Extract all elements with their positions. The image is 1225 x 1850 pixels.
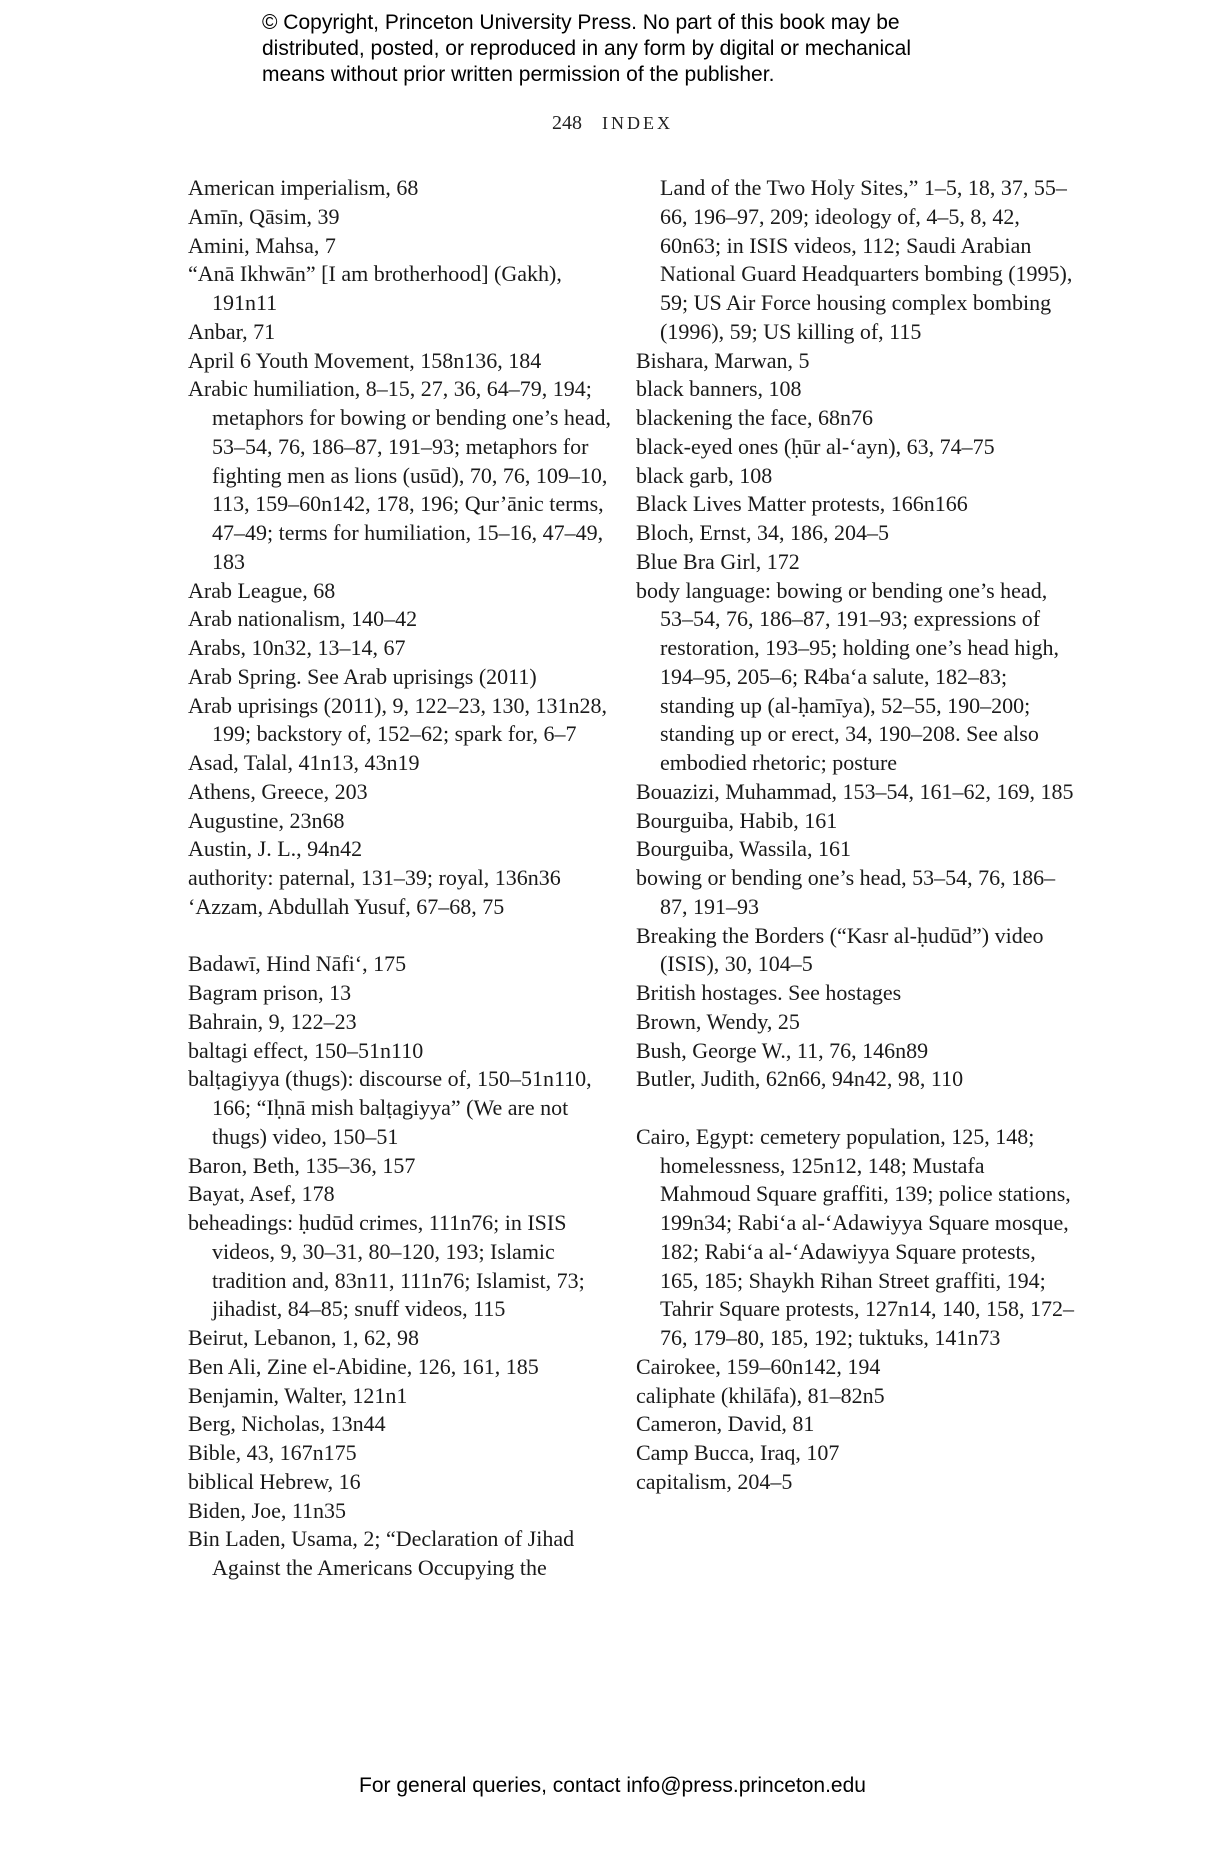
index-entry: Arab Spring. See Arab uprisings (2011) xyxy=(188,663,537,689)
index-entry: body language: bowing or bending one’s head, 53–54, 76, 186–87, 191–93; expressions of restoration, 193–95; holding one’s head high, 194–95, 205–6; R4ba‘a salute, 182–83; standing up (al-ḥamīya), 52–55, 190–200; standing up or erect, 34, 190–208. See also embodied rhetoric; posture xyxy=(636,577,1059,775)
index-entry: Bin Laden, Usama, 2; “Declaration of Jihad Against the Americans Occupying the xyxy=(188,1526,575,1580)
index-entry: Brown, Wendy, 25 xyxy=(636,1008,800,1034)
copyright-line: distributed, posted, or reproduced in any form by digital or mechanical xyxy=(262,37,912,60)
index-entry: Butler, Judith, 62n66, 94n42, 98, 110 xyxy=(636,1066,964,1092)
index-entry: ‘Azzam, Abdullah Yusuf, 67–68, 75 xyxy=(188,893,505,919)
copyright-notice xyxy=(262,10,1022,88)
index-entry: beheadings: ḥudūd crimes, 111n76; in ISIS videos, 9, 30–31, 80–120, 193; Islamic tradition and, 83n11, 111n76; Islamist, 73; jihadist, 84–85; snuff videos, 115 xyxy=(188,1210,585,1322)
index-entry: black-eyed ones (ḥūr al-‘ayn), 63, 74–75 xyxy=(636,433,995,459)
index-entry: April 6 Youth Movement, 158n136, 184 xyxy=(188,347,542,373)
index-entry: Bahrain, 9, 122–23 xyxy=(188,1008,357,1034)
index-entry: Cairo, Egypt: cemetery population, 125, 148; homelessness, 125n12, 148; Mustafa Mahmoud Square graffiti, 139; police stations, 199n34; Rabi‘a al-‘Adawiyya Square mosque, 182; Rabi‘a al-‘Adawiyya Square protests, 165, 185; Shaykh Rihan Street graffiti, 194; Tahrir Square protests, 127n14, 140, 158, 172–76, 179–80, 185, 192; tuktuks, 141n73 xyxy=(636,1123,1074,1350)
running-head xyxy=(0,112,1225,135)
page-number: 248 xyxy=(552,112,582,134)
index-entry: Breaking the Borders (“Kasr al-ḥudūd”) video (ISIS), 30, 104–5 xyxy=(636,922,1044,977)
index-entry: Bayat, Asef, 178 xyxy=(188,1181,335,1207)
index-column-right xyxy=(636,174,1076,1497)
index-entry: Ben Ali, Zine el-Abidine, 126, 161, 185 xyxy=(188,1353,539,1379)
index-entry: British hostages. See hostages xyxy=(636,980,902,1005)
index-entry: Asad, Talal, 41n13, 43n19 xyxy=(188,750,420,775)
index-entry: Berg, Nicholas, 13n44 xyxy=(188,1411,386,1437)
index-entry: Arabs, 10n32, 13–14, 67 xyxy=(188,635,406,660)
index-entry: Amini, Mahsa, 7 xyxy=(188,232,336,258)
copyright-line: means without prior written permission of the publisher. xyxy=(262,63,775,86)
index-entry: Anbar, 71 xyxy=(188,318,276,344)
index-entry-continuation: Land of the Two Holy Sites,” 1–5, 18, 37, 55–66, 196–97, 209; ideology of, 4–5, 8, 42, 60n63; in ISIS videos, 112; Saudi Arabian National Guard Headquarters bombing (1995), 59; US Air Force housing complex bombing (1996), 59; US killing of, 115 xyxy=(660,175,1073,344)
index-entry: Blue Bra Girl, 172 xyxy=(636,548,800,574)
index-entry: black banners, 108 xyxy=(636,376,802,402)
index-entry: biblical Hebrew, 16 xyxy=(188,1468,361,1494)
index-entry: Baron, Beth, 135–36, 157 xyxy=(188,1152,416,1178)
index-entry: Arab uprisings (2011), 9, 122–23, 130, 131n28, 199; backstory of, 152–62; spark for, 6–7 xyxy=(188,692,607,747)
index-entry: Bourguiba, Habib, 161 xyxy=(636,807,838,833)
index-entry: Cairokee, 159–60n142, 194 xyxy=(636,1353,881,1379)
index-entry: Austin, J. L., 94n42 xyxy=(188,836,363,862)
index-entry: black garb, 108 xyxy=(636,462,773,488)
index-entry: Augustine, 23n68 xyxy=(188,807,345,833)
index-entry: Badawī, Hind Nāfi‘, 175 xyxy=(188,951,407,977)
index-entry: caliphate (khilāfa), 81–82n5 xyxy=(636,1382,885,1408)
index-entry: blackening the face, 68n76 xyxy=(636,405,874,430)
index-entry: Bloch, Ernst, 34, 186, 204–5 xyxy=(636,520,889,545)
index-entry: authority: paternal, 131–39; royal, 136n36 xyxy=(188,865,561,890)
index-entry: Camp Bucca, Iraq, 107 xyxy=(636,1440,840,1465)
section-title: INDEX xyxy=(602,113,673,133)
index-entry: Amīn, Qāsim, 39 xyxy=(188,203,340,229)
index-entry: balṭagiyya (thugs): discourse of, 150–51n110, 166; “Iḥnā mish balṭagiyya” (We are not thugs) video, 150–51 xyxy=(188,1066,592,1149)
copyright-line: © Copyright, Princeton University Press. No part of this book may be xyxy=(262,11,900,34)
index-entry: Cameron, David, 81 xyxy=(636,1411,815,1437)
index-entry: bowing or bending one’s head, 53–54, 76, 186–87, 191–93 xyxy=(636,865,1056,919)
index-entry: Arab League, 68 xyxy=(188,577,336,603)
index-entry: Arabic humiliation, 8–15, 27, 36, 64–79, 194; metaphors for bowing or bending one’s head, 53–54, 76, 186–87, 191–93; metaphors for fighting men as lions (usūd), 70, 76, 109–10, 113, 159–60n142, 178, 196; Qur’ānic terms, 47–49; terms for humiliation, 15–16, 47–49, 183 xyxy=(188,376,611,574)
index-entry: Bagram prison, 13 xyxy=(188,980,352,1005)
index-entry: Bible, 43, 167n175 xyxy=(188,1440,357,1465)
letter-group-gap xyxy=(188,922,628,951)
index-entry: Bishara, Marwan, 5 xyxy=(636,347,810,373)
footer-contact: For general queries, contact info@press.princeton.edu xyxy=(359,1774,866,1797)
index-entry: Athens, Greece, 203 xyxy=(188,778,368,804)
index-entry: American imperialism, 68 xyxy=(188,175,419,200)
index-entry: capitalism, 204–5 xyxy=(636,1468,793,1494)
index-entry: Arab nationalism, 140–42 xyxy=(188,606,418,632)
letter-group-gap xyxy=(636,1094,1076,1123)
index-entry: Bush, George W., 11, 76, 146n89 xyxy=(636,1037,929,1063)
index-entry: “Anā Ikhwān” [I am brotherhood] (Gakh), 191n11 xyxy=(188,261,562,315)
index-entry: Bouazizi, Muhammad, 153–54, 161–62, 169, 185 xyxy=(636,778,1074,804)
index-entry: Benjamin, Walter, 121n1 xyxy=(188,1382,408,1408)
index-column-left xyxy=(188,174,628,1583)
index-entry: Black Lives Matter protests, 166n166 xyxy=(636,491,968,517)
index-entry: Beirut, Lebanon, 1, 62, 98 xyxy=(188,1325,419,1350)
index-entry: baltagi effect, 150–51n110 xyxy=(188,1037,424,1063)
index-entry: Bourguiba, Wassila, 161 xyxy=(636,836,851,862)
index-entry: Biden, Joe, 11n35 xyxy=(188,1497,347,1523)
